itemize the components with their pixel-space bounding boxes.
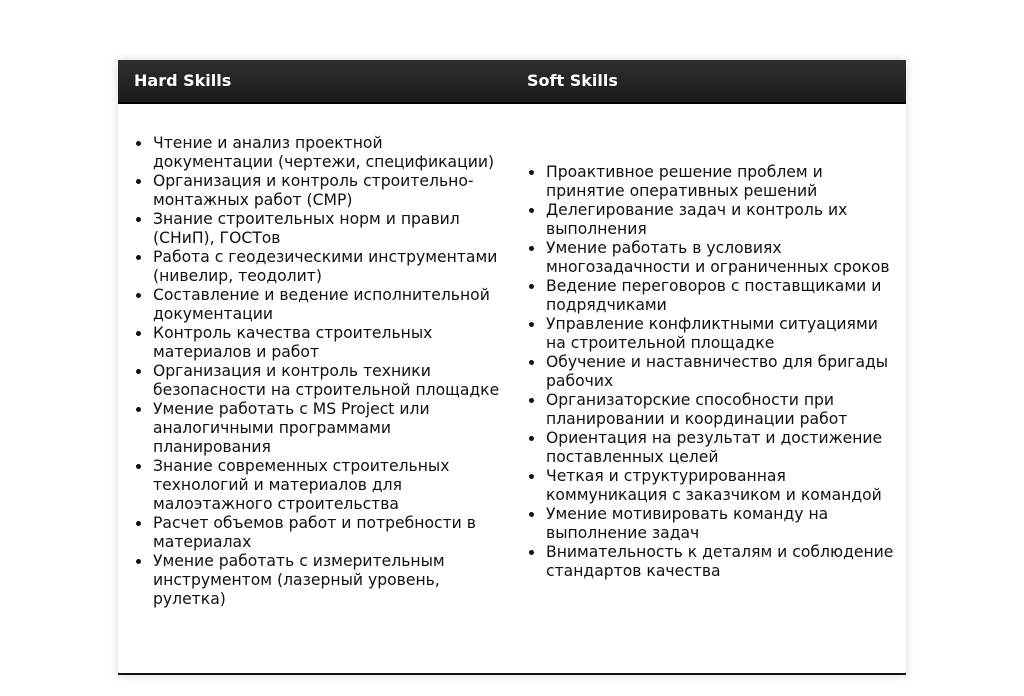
hard-skills-header: Hard Skills	[134, 71, 232, 90]
soft-skill-item: Умение работать в условиях многозадачности и ограниченных сроков	[527, 239, 902, 277]
soft-skill-item: Ориентация на результат и достижение поставленных целей	[527, 429, 902, 467]
hard-skill-item: Организация и контроль строительно-монтажных работ (СМР)	[134, 172, 502, 210]
hard-skill-item: Умение работать с измерительным инструментом (лазерный уровень, рулетка)	[134, 552, 502, 609]
soft-skill-item: Делегирование задач и контроль их выполнения	[527, 201, 902, 239]
soft-skill-item: Управление конфликтными ситуациями на строительной площадке	[527, 315, 902, 353]
soft-skill-item: Организаторские способности при планировании и координации работ	[527, 391, 902, 429]
soft-skill-item: Умение мотивировать команду на выполнение задач	[527, 505, 902, 543]
table-header	[118, 60, 906, 104]
hard-skill-item: Знание современных строительных технологий и материалов для малоэтажного строительства	[134, 457, 502, 514]
hard-skill-item: Составление и ведение исполнительной документации	[134, 286, 502, 324]
soft-skill-item: Внимательность к деталям и соблюдение стандартов качества	[527, 543, 902, 581]
soft-skill-item: Ведение переговоров с поставщиками и подрядчиками	[527, 277, 902, 315]
soft-skills-list	[527, 163, 902, 581]
soft-skill-item: Четкая и структурированная коммуникация с заказчиком и командой	[527, 467, 902, 505]
hard-skills-list	[134, 134, 502, 609]
soft-skill-item: Проактивное решение проблем и принятие оперативных решений	[527, 163, 902, 201]
skills-table	[118, 60, 906, 675]
soft-skills-header: Soft Skills	[527, 71, 618, 90]
hard-skill-item: Знание строительных норм и правил (СНиП), ГОСТов	[134, 210, 502, 248]
hard-skill-item: Контроль качества строительных материалов и работ	[134, 324, 502, 362]
hard-skill-item: Умение работать с MS Project или аналогичными программами планирования	[134, 400, 502, 457]
hard-skill-item: Работа с геодезическими инструментами (нивелир, теодолит)	[134, 248, 502, 286]
soft-skill-item: Обучение и наставничество для бригады рабочих	[527, 353, 902, 391]
hard-skill-item: Чтение и анализ проектной документации (чертежи, спецификации)	[134, 134, 502, 172]
hard-skill-item: Организация и контроль техники безопасности на строительной площадке	[134, 362, 502, 400]
hard-skill-item: Расчет объемов работ и потребности в материалах	[134, 514, 502, 552]
